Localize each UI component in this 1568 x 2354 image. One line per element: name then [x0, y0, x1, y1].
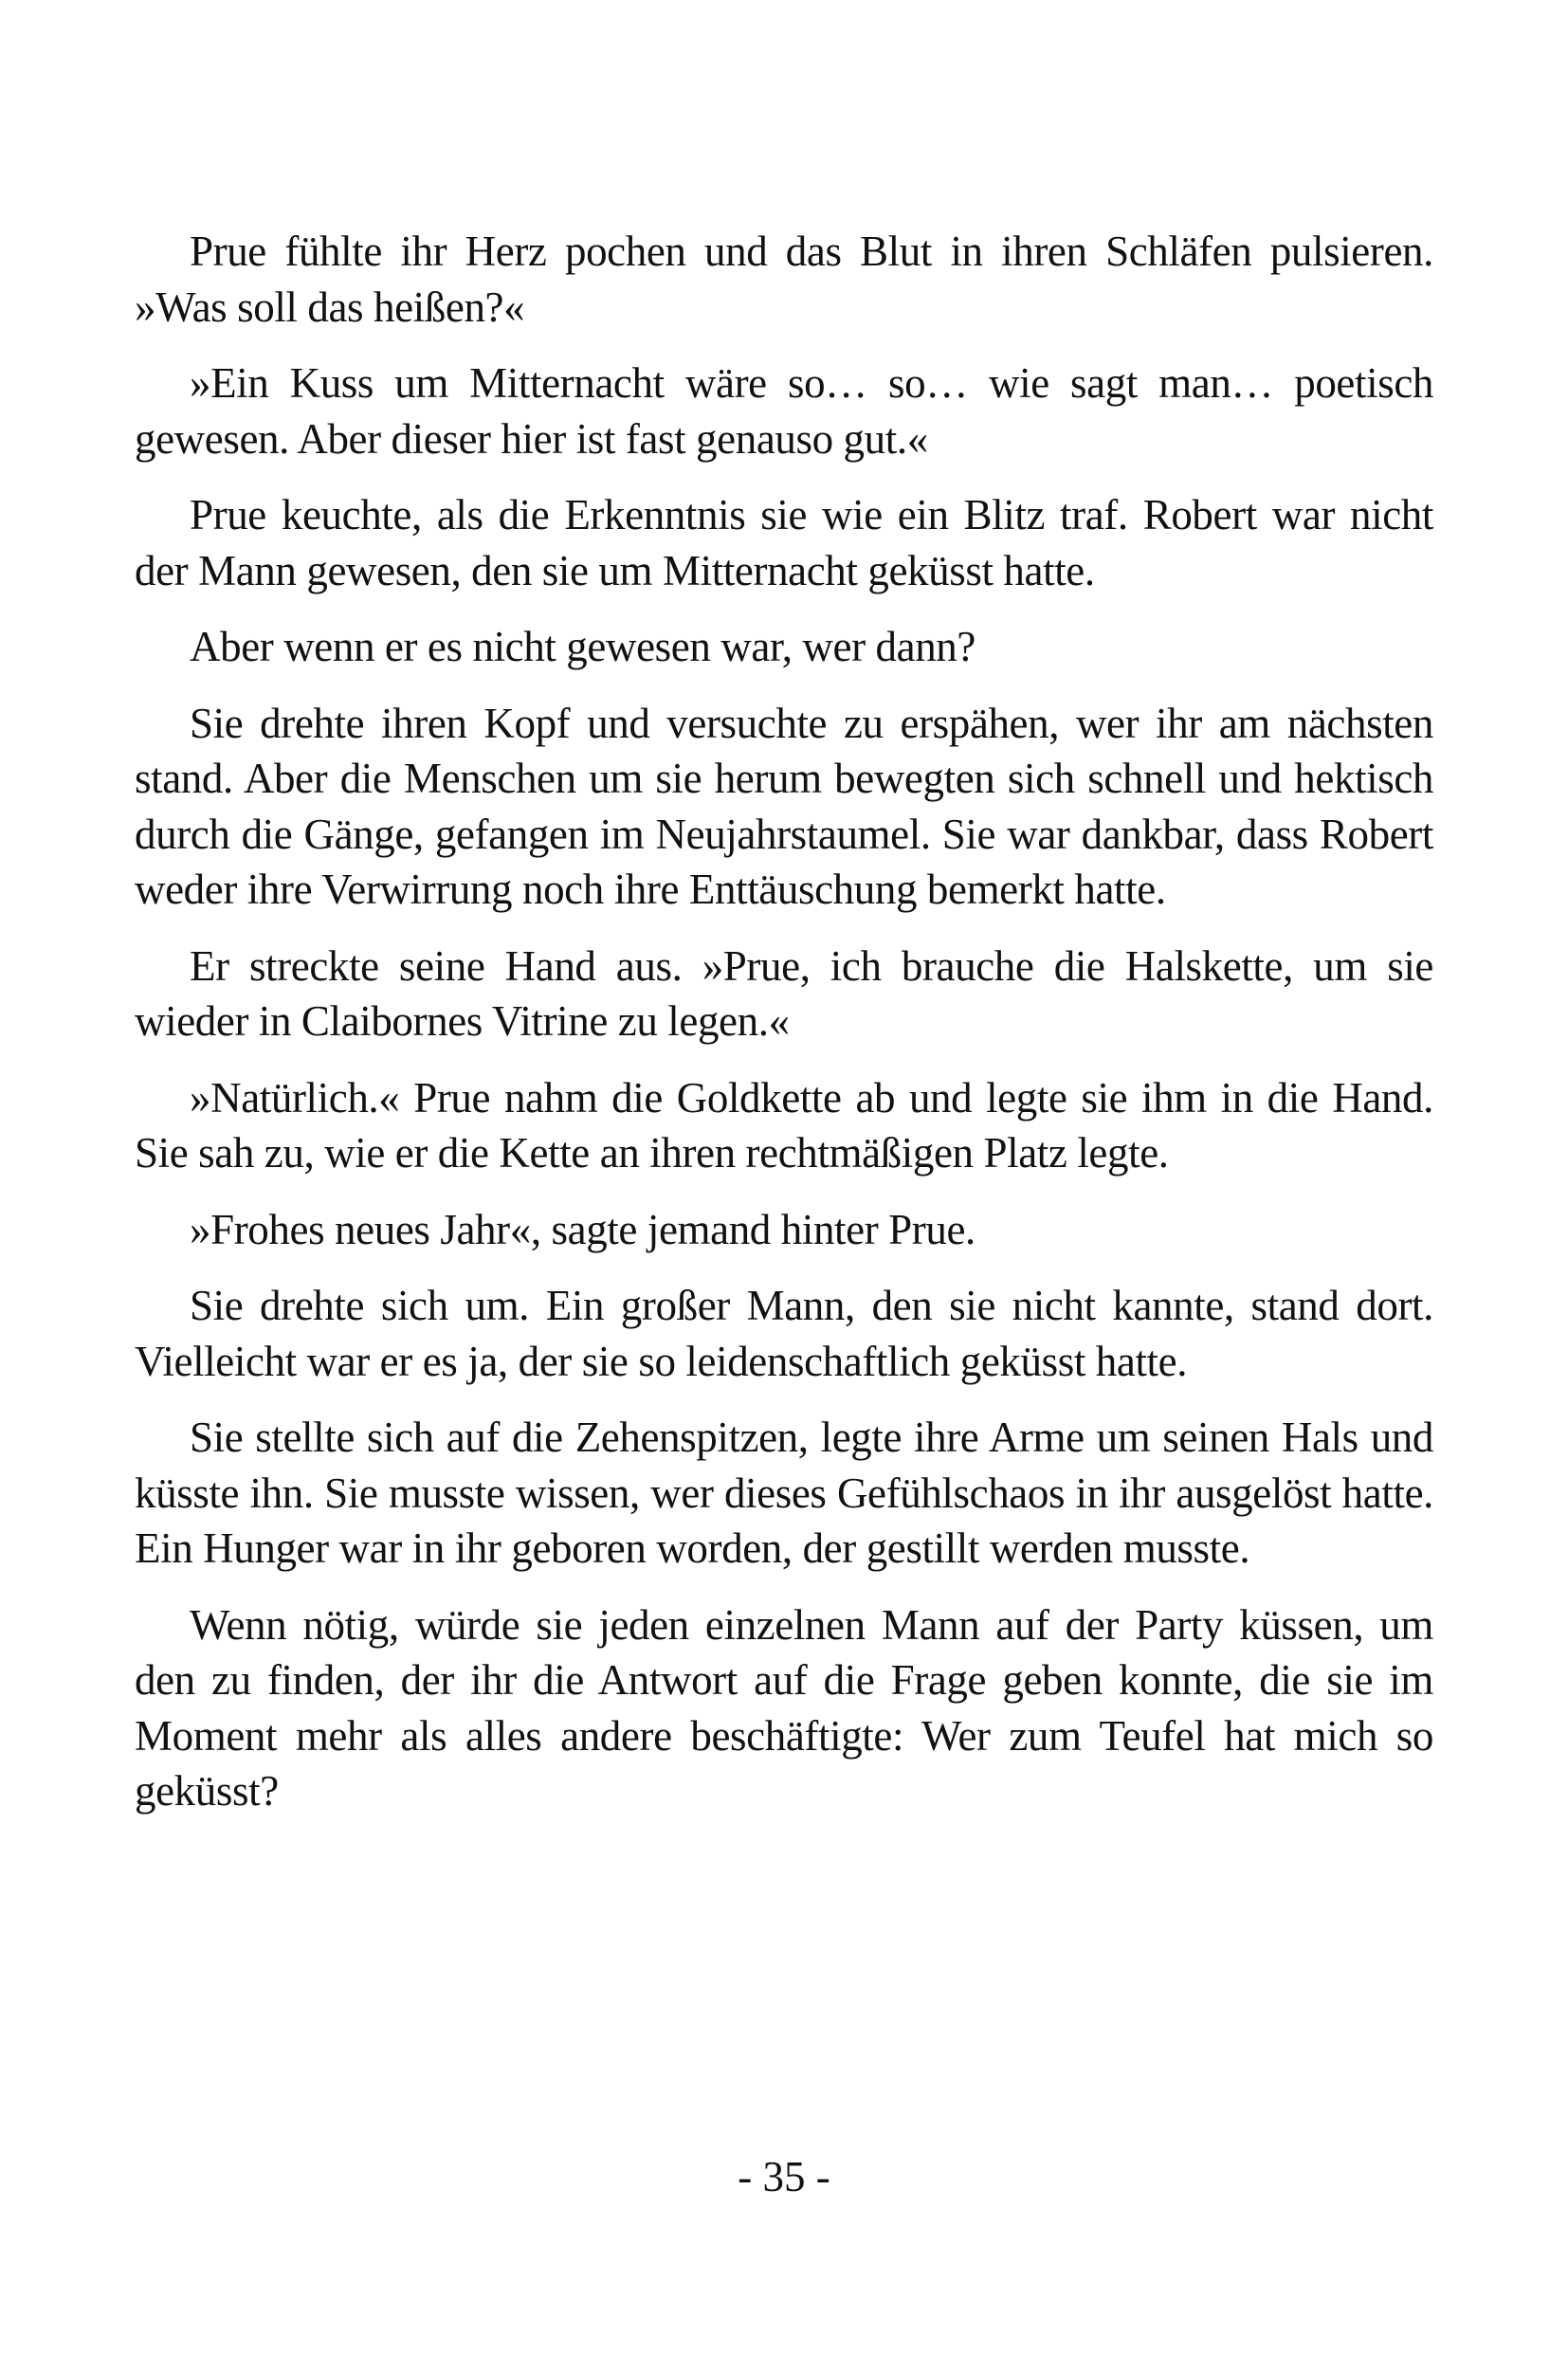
paragraph: Er streckte seine Hand aus. »Prue, ich brauche die Halskette, um sie wieder in Claibornes Vitrine zu legen.«: [135, 941, 1433, 1045]
paragraph: Sie stellte sich auf die Zehenspitzen, legte ihre Arme um seinen Hals und küsste ihn. Sie musste wissen, wer dieses Gefühlschaos in ihr ausgelöst hatte. Ein Hunger war in ihr geboren worden, der gestillt werden musste.: [135, 1414, 1433, 1572]
paragraph: Prue fühlte ihr Herz pochen und das Blut in ihren Schläfen pulsieren. »Was soll das heißen?«: [135, 228, 1433, 331]
page-number: - 35 -: [738, 2153, 830, 2200]
paragraph: Prue keuchte, als die Erkenntnis sie wie ein Blitz traf. Robert war nicht der Mann gewesen, den sie um Mitternacht geküsst hatte.: [135, 491, 1433, 594]
paragraph: Wenn nötig, würde sie jeden einzelnen Mann auf der Party küssen, um den zu finden, der ihr die Antwort auf die Frage geben konnte, die sie im Moment mehr als alles andere beschäftigte: Wer zum Teufel hat mich so geküsst?: [135, 1600, 1433, 1815]
paragraph: »Natürlich.« Prue nahm die Goldkette ab und legte sie ihm in die Hand. Sie sah zu, wie er die Kette an ihren rechtmäßigen Platz legte.: [135, 1073, 1433, 1177]
paragraph: »Ein Kuss um Mitternacht wäre so… so… wie sagt man… poetisch gewesen. Aber dieser hier ist fast genauso gut.«: [135, 359, 1433, 463]
paragraph: Sie drehte sich um. Ein großer Mann, den sie nicht kannte, stand dort. Vielleicht war er es ja, der sie so leidenschaftlich geküsst hatte.: [135, 1282, 1433, 1385]
page-body: [135, 224, 1433, 1840]
paragraph: Sie drehte ihren Kopf und versuchte zu erspähen, wer ihr am nächsten stand. Aber die Menschen um sie herum bewegten sich schnell und hektisch durch die Gänge, gefangen im Neujahrstaumel. Sie war dankbar, dass Robert weder ihre Verwirrung noch ihre Enttäuschung bemerkt hatte.: [135, 699, 1433, 913]
paragraph: »Frohes neues Jahr«, sagte jemand hinter Prue.: [190, 1205, 975, 1253]
paragraph: Aber wenn er es nicht gewesen war, wer dann?: [190, 623, 975, 670]
